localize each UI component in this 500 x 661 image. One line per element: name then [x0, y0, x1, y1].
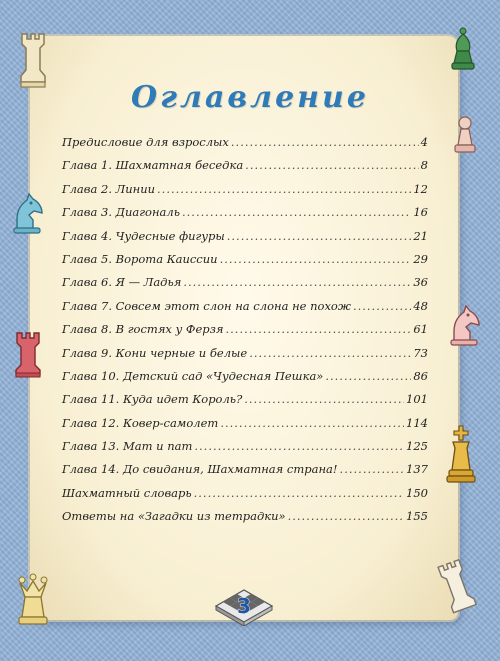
toc-entry-title: Шахматный словарь: [62, 485, 192, 500]
toc-entry-page: 21: [413, 228, 428, 243]
toc-entry-page: 8: [420, 158, 428, 173]
leader-dots: [244, 392, 404, 406]
toc-entry-page: 29: [413, 251, 428, 266]
leader-dots: [220, 252, 412, 266]
queen-icon: [14, 572, 52, 628]
toc-entry[interactable]: [62, 509, 428, 532]
leader-dots: [227, 229, 412, 243]
toc-entry-title: Глава 7. Совсем этот слон на слона не похож: [62, 298, 351, 313]
toc-entry-page: 137: [406, 462, 428, 477]
leader-dots: [353, 299, 411, 313]
leader-dots: [194, 439, 404, 453]
toc-entry-title: Глава 6. Я — Ладья: [62, 275, 182, 290]
toc-entry[interactable]: [62, 392, 428, 415]
table-of-contents: [62, 135, 428, 533]
leader-dots: [288, 509, 404, 523]
toc-entry-page: 36: [413, 275, 428, 290]
toc-entry-title: Глава 8. В гостях у Ферзя: [62, 322, 224, 337]
toc-entry[interactable]: [62, 275, 428, 298]
toc-entry[interactable]: [62, 135, 428, 158]
leader-dots: [182, 205, 411, 219]
pawn-icon: [452, 115, 478, 157]
leader-dots: [325, 369, 411, 383]
leader-dots: [245, 158, 419, 172]
toc-entry-page: 48: [413, 298, 428, 313]
toc-entry-page: 155: [406, 509, 428, 524]
leader-dots: [194, 486, 404, 500]
toc-entry-title: Глава 5. Ворота Каиссии: [62, 251, 218, 266]
leader-dots: [231, 135, 419, 149]
page-title: Оглавление: [131, 80, 369, 115]
toc-entry[interactable]: [62, 322, 428, 345]
leader-dots: [226, 322, 412, 336]
toc-entry-title: Глава 12. Ковер-самолет: [62, 415, 219, 430]
toc-entry-page: 86: [413, 368, 428, 383]
toc-entry-page: 12: [413, 181, 428, 196]
knight-icon: [446, 302, 480, 346]
toc-entry-page: 125: [406, 439, 428, 454]
toc-entry-title: Глава 3. Диагональ: [62, 205, 180, 220]
toc-entry-title: Глава 1. Шахматная беседка: [62, 158, 244, 173]
king-icon: [445, 424, 477, 486]
toc-entry-title: Глава 11. Куда идет Король?: [62, 392, 243, 407]
rook-icon: [12, 330, 44, 378]
leader-dots: [249, 346, 411, 360]
toc-entry[interactable]: [62, 346, 428, 369]
toc-entry[interactable]: [62, 252, 428, 275]
toc-entry-title: Глава 9. Кони черные и белые: [62, 345, 248, 360]
toc-entry-page: 150: [406, 485, 428, 500]
toc-entry-title: Глава 2. Линии: [62, 181, 156, 196]
page-number-badge: [206, 584, 282, 626]
toc-entry[interactable]: [62, 439, 428, 462]
leader-dots: [183, 275, 411, 289]
toc-entry[interactable]: [62, 416, 428, 439]
toc-entry-page: 16: [413, 205, 428, 220]
toc-entry[interactable]: [62, 462, 428, 485]
toc-entry-title: Глава 4. Чудесные фигуры: [62, 228, 225, 243]
leader-dots: [220, 416, 404, 430]
toc-entry-page: 101: [406, 392, 428, 407]
toc-entry-title: Предисловие для взрослых: [62, 135, 229, 149]
toc-entry-page: 114: [406, 415, 428, 430]
toc-entry-title: Ответы на «Загадки из тетрадки»: [62, 509, 286, 524]
toc-entry-page: 73: [413, 345, 428, 360]
toc-entry[interactable]: [62, 182, 428, 205]
toc-entry-title: Глава 10. Детский сад «Чудесная Пешка»: [62, 368, 324, 383]
toc-entry-page: 4: [420, 135, 428, 149]
toc-entry[interactable]: [62, 486, 428, 509]
leader-dots: [157, 182, 411, 196]
bishop-icon: [447, 26, 479, 74]
toc-entry[interactable]: [62, 299, 428, 322]
page-number: 3: [237, 594, 251, 618]
knight-icon: [9, 190, 45, 234]
toc-entry-page: 61: [413, 322, 428, 337]
toc-entry-title: Глава 14. До свидания, Шахматная страна!: [62, 462, 338, 477]
toc-entry[interactable]: [62, 158, 428, 181]
toc-entry[interactable]: [62, 369, 428, 392]
leader-dots: [340, 462, 405, 476]
toc-entry[interactable]: [62, 205, 428, 228]
toc-entry-title: Глава 13. Мат и пат: [62, 439, 193, 454]
toc-entry[interactable]: [62, 229, 428, 252]
